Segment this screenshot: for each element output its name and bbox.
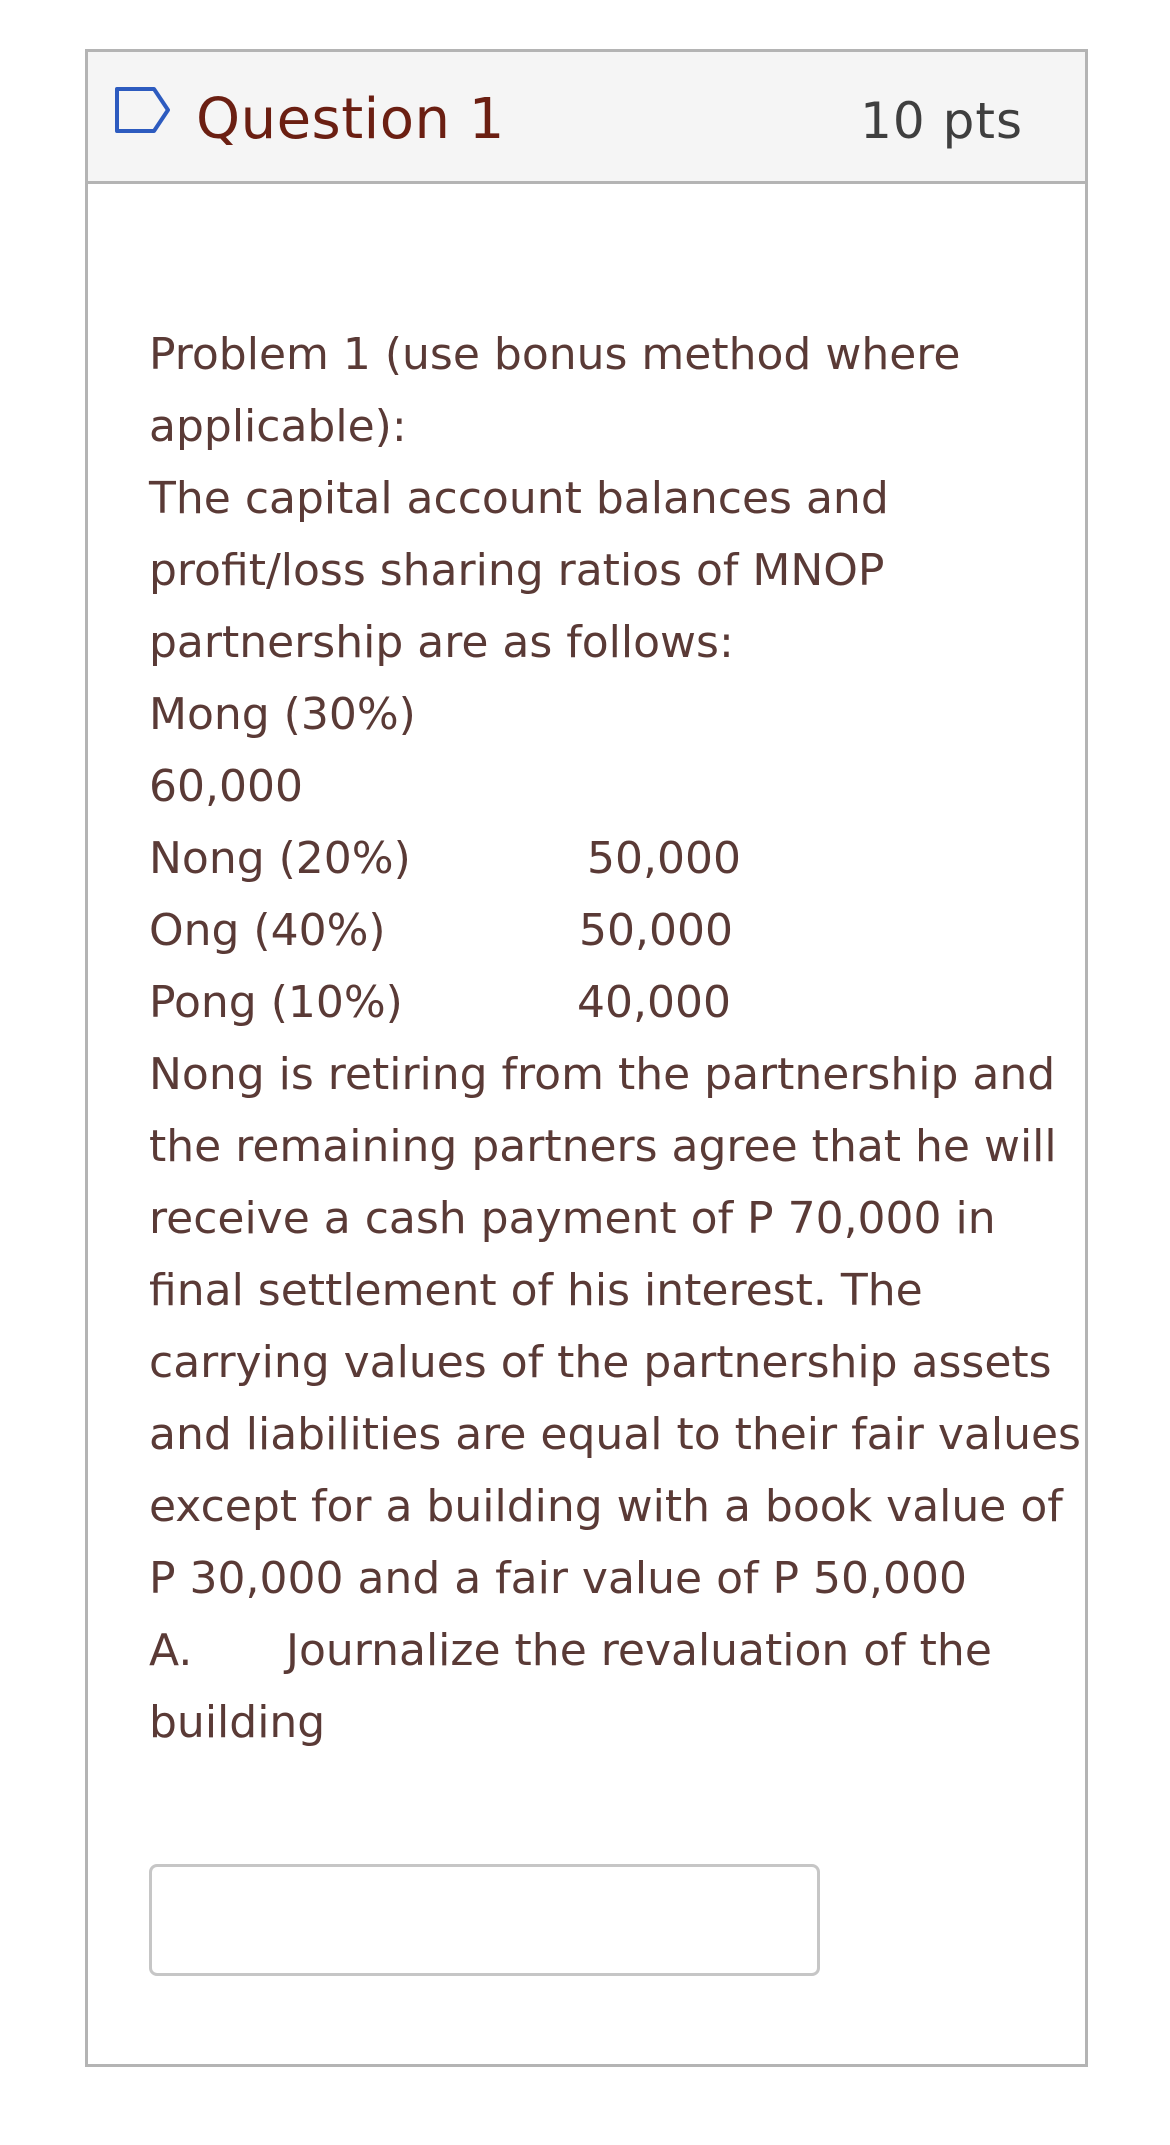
step-a [149,1615,1029,1687]
partner-row-ong [149,895,1029,967]
body-line: the remaining partners agree that he will [149,1121,1057,1172]
body-line: P 30,000 and a fair value of P 50,000 [149,1553,967,1604]
body-line: applicable): [149,401,407,452]
partner-row-nong [149,823,1029,895]
body-line: receive a cash payment of P 70,000 in [149,1193,996,1244]
step-text: Journalize the revaluation of the [286,1625,992,1676]
body-line: Problem 1 (use bonus method where [149,329,961,380]
step-continuation: building [149,1697,326,1748]
partner-amount: 50,000 [579,905,733,956]
partner-row-pong [149,967,1029,1039]
partner-label: Pong (10%) [149,977,403,1028]
body-line: profit/loss sharing ratios of MNOP [149,545,885,596]
partner-amount: 40,000 [577,977,731,1028]
partner-mong-label: Mong (30%) [149,689,416,740]
partner-mong-amount: 60,000 [149,761,303,812]
question-card [85,49,1088,2067]
body-line: final settlement of his interest. The [149,1265,923,1316]
question-title: Question 1 [196,87,505,152]
flag-outline-icon[interactable] [114,86,172,134]
body-line: The capital account balances and [149,473,889,524]
question-points: 10 pts [860,92,1023,150]
answer-input[interactable] [149,1864,820,1976]
step-letter: A. [149,1625,193,1676]
partner-amount: 50,000 [587,833,741,884]
body-line: partnership are as follows: [149,617,734,668]
question-body [149,319,1081,1759]
partner-label: Nong (20%) [149,833,411,884]
partner-label: Ong (40%) [149,905,386,956]
body-line: except for a building with a book value of [149,1481,1063,1532]
body-line: Nong is retiring from the partnership and [149,1049,1056,1100]
body-line: and liabilities are equal to their fair values [149,1409,1081,1460]
body-line: carrying values of the partnership assets [149,1337,1052,1388]
question-header [88,52,1085,184]
